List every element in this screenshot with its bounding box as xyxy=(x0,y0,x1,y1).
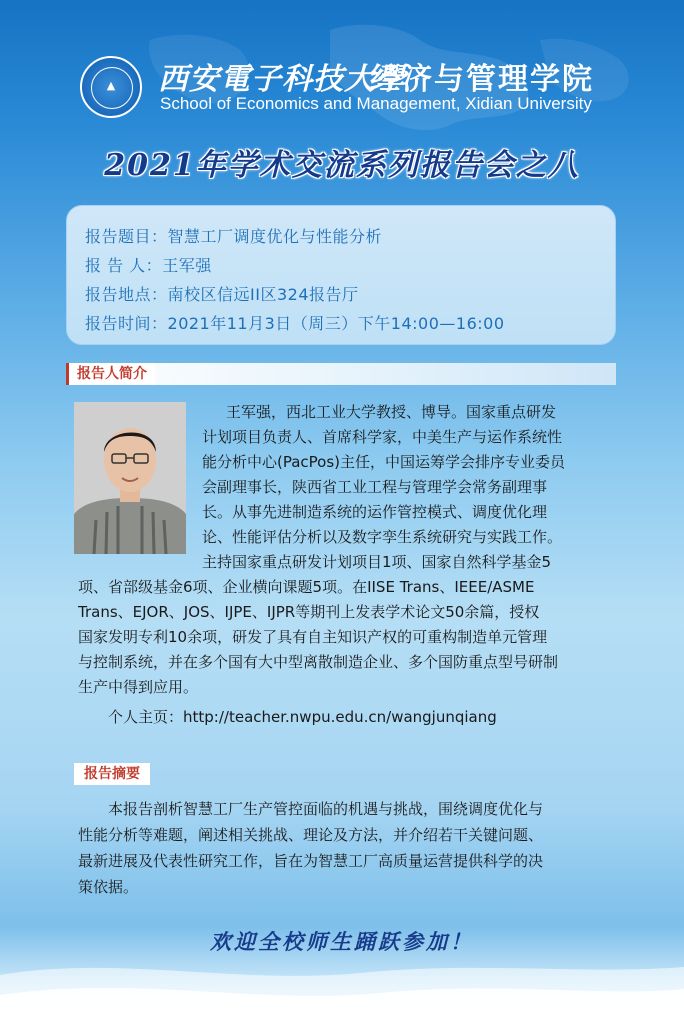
school-name-en: School of Economics and Management, Xidian University xyxy=(160,94,592,113)
bio-line: 主持国家重点研发计划项目1项、国家自然科学基金5 xyxy=(202,553,552,571)
venue-value: 南校区信远II区324报告厅 xyxy=(167,285,359,304)
venue-label: 报告地点： xyxy=(85,285,168,304)
abstract-line: 性能分析等难题，阐述相关挑战、理论及方法，并介绍若干关键问题、 xyxy=(78,826,544,844)
speaker-photo xyxy=(74,402,186,554)
bio-line: Trans、EJOR、JOS、IJPE、IJPR等期刊上发表学术论文50余篇，授权 xyxy=(78,603,540,621)
speaker-row xyxy=(85,253,212,276)
talk-info-box xyxy=(66,205,616,345)
series-title: 2021年学术交流系列报告会之八 xyxy=(104,148,580,183)
speaker-label: 报 告 人： xyxy=(85,256,163,275)
bio-section-title: 报告人简介 xyxy=(66,363,155,385)
welcome-message: 欢迎全校师生踊跃参加！ xyxy=(210,929,474,954)
bio-line: 王军强，西北工业大学教授、博导。国家重点研发 xyxy=(226,403,557,421)
bottom-wave-decoration xyxy=(0,945,684,1029)
bio-line: 项、省部级基金6项、企业横向课题5项。在IISE Trans、IEEE/ASME xyxy=(78,578,535,596)
university-logo xyxy=(80,56,142,118)
topic-label: 报告题目： xyxy=(85,227,168,246)
bio-line: 生产中得到应用。 xyxy=(78,678,199,696)
abstract-line: 最新进展及代表性研究工作，旨在为智慧工厂高质量运营提供科学的决 xyxy=(78,852,544,870)
abstract-section-title: 报告摘要 xyxy=(74,763,150,785)
topic-row xyxy=(85,224,382,247)
bio-line: 国家发明专利10余项，研发了具有自主知识产权的可重构制造单元管理 xyxy=(78,628,548,646)
abstract-line: 策依据。 xyxy=(78,878,139,896)
bio-line: 与控制系统，并在多个国有大中型离散制造企业、多个国防重点型号研制 xyxy=(78,653,559,671)
time-row xyxy=(85,311,505,334)
time-label: 报告时间： xyxy=(85,314,168,333)
bio-line: 长。从事先进制造系统的运作管控模式、调度优化理 xyxy=(202,503,548,521)
school-header xyxy=(80,52,640,122)
bio-line: 会副理事长，陕西省工业工程与管理学会常务副理事 xyxy=(202,478,548,496)
emblem-icon: ▲ xyxy=(106,79,116,92)
bio-line: 能分析中心(PacPos)主任，中国运筹学会排序专业委员 xyxy=(202,453,566,471)
abstract-line: 本报告剖析智慧工厂生产管控面临的机遇与挑战，围绕调度优化与 xyxy=(108,800,544,818)
bio-line: 论、性能评估分析以及数字孪生系统研究与实践工作。 xyxy=(202,528,563,546)
speaker-value: 王军强 xyxy=(162,256,212,275)
homepage-link[interactable]: 个人主页：http://teacher.nwpu.edu.cn/wangjunqiang xyxy=(108,708,497,726)
school-name-cn: 经济与管理学院 xyxy=(370,62,594,97)
venue-row xyxy=(85,282,359,305)
topic-value: 智慧工厂调度优化与性能分析 xyxy=(167,227,383,246)
bio-section-bar xyxy=(66,363,616,385)
university-name-cn: 西安電子科技大學 xyxy=(158,62,406,97)
time-value: 2021年11月3日（周三）下午14:00—16:00 xyxy=(167,314,505,333)
bio-line: 计划项目负责人、首席科学家，中美生产与运作系统性 xyxy=(202,428,563,446)
